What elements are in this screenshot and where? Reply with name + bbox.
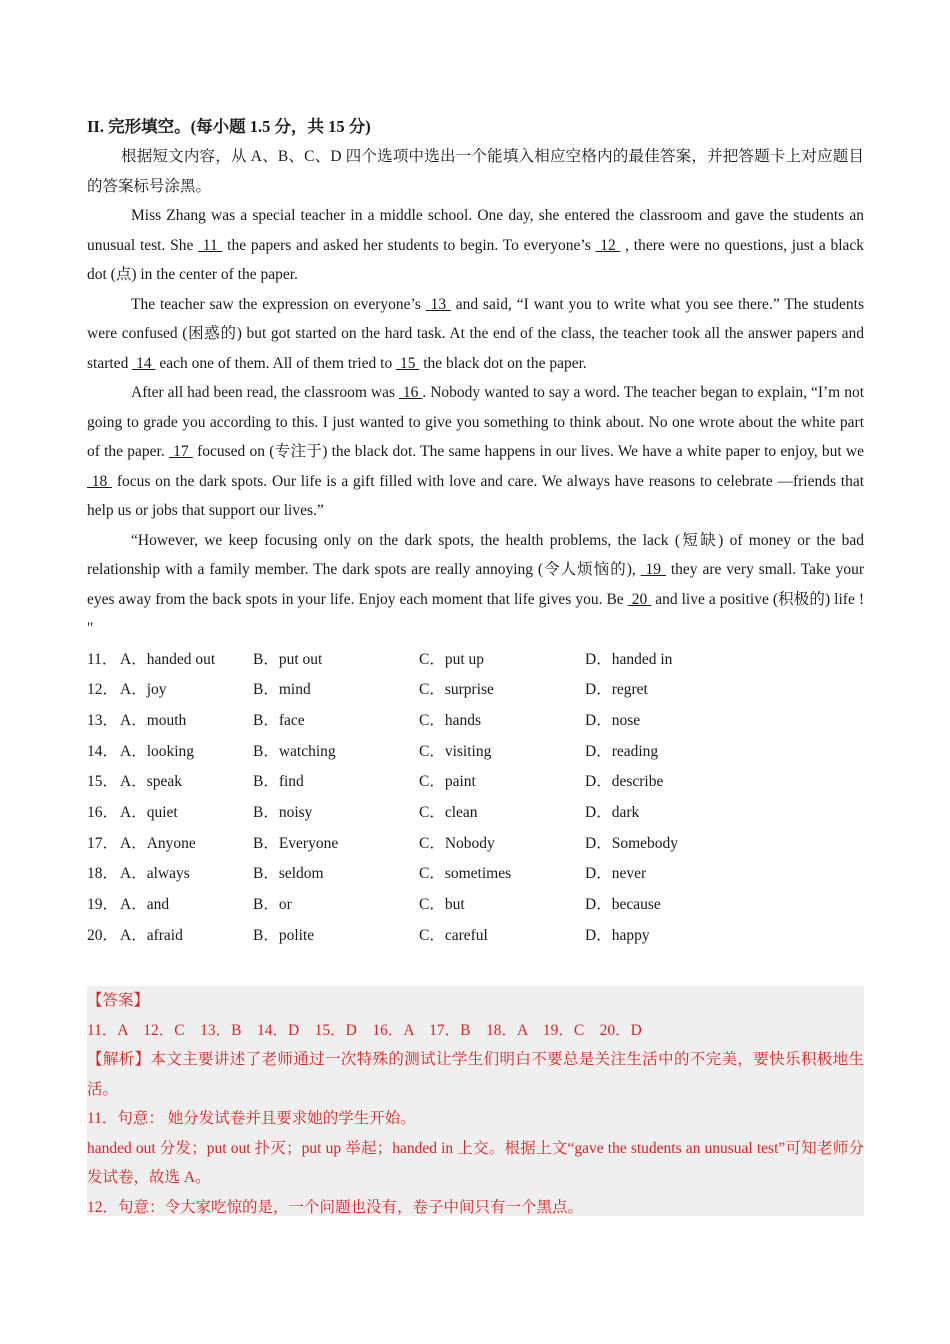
question-number: 19． — [87, 896, 119, 913]
option-a: A．quiet — [120, 803, 178, 821]
blank-17: 17 — [168, 443, 193, 460]
passage-text: they are very small. Take your eyes away from the back spots in your life. Enjoy each moment that life gives you. Be — [87, 561, 865, 608]
answer-keys: 11．A 12．C 13．B 14．D 15．D 16．A 17．B 18．A 19．C 20．D — [87, 1021, 642, 1039]
option-c: C．but — [419, 896, 465, 913]
passage-paragraph-2 — [87, 290, 864, 379]
question-row — [87, 737, 864, 768]
option-a: A．Anyone — [120, 834, 196, 852]
option-d: D．happy — [585, 926, 650, 944]
option-b: B．noisy — [253, 803, 313, 821]
option-b: B．put out — [253, 650, 323, 668]
blank-19: 19 — [640, 561, 666, 578]
question-row — [87, 859, 864, 890]
option-b: B．watching — [253, 742, 336, 760]
question-row — [87, 767, 864, 798]
question-row — [87, 798, 864, 829]
option-c: C．surprise — [419, 681, 494, 699]
blank-13: 13 — [425, 295, 451, 313]
option-b: B．seldom — [253, 865, 324, 883]
answer-heading: 【答案】 — [87, 992, 150, 1009]
option-c: C．Nobody — [419, 834, 495, 852]
passage-text: each one of them. All of them tried to — [155, 354, 397, 372]
option-c: C．clean — [419, 803, 478, 821]
option-d: D．describe — [585, 773, 664, 791]
passage-text: , there were no questions, just a black dot (点) in the center of the paper. — [87, 236, 865, 283]
question-row — [87, 890, 864, 921]
option-a: A．mouth — [120, 711, 187, 729]
option-d: D．regret — [585, 681, 648, 699]
option-c: C．visiting — [419, 742, 492, 760]
option-a: A．looking — [120, 742, 195, 760]
passage-text: . Nobody wanted to say a word. The teacher began to explain, “I’m not going to grade you according to this. I just wanted to give you something to think about. No one wrote about the white part of the paper. — [87, 384, 865, 460]
question-number: 12． — [87, 681, 119, 699]
q11-meaning: 11．句意： 她分发试卷并且要求她的学生开始。 — [87, 1110, 416, 1127]
option-b: B．find — [253, 773, 304, 791]
question-number: 11． — [87, 650, 118, 668]
option-c: C．put up — [419, 650, 485, 668]
option-d: D．handed in — [585, 650, 673, 668]
passage-text: and live a positive (积极的) life ! " — [87, 590, 864, 637]
passage-paragraph-4 — [87, 526, 864, 644]
option-b: B．polite — [253, 926, 315, 944]
option-c: C．sometimes — [419, 865, 512, 883]
option-d: D．Somebody — [585, 834, 679, 852]
blank-12: 12 — [595, 236, 621, 254]
option-b: B．Everyone — [253, 834, 339, 852]
q11-explanation: handed out 分发；put out 扑灭；put up 举起；handed in 上交。根据上文“gave the students an unusual test”可知老师分发试卷，故选 A。 — [87, 1139, 864, 1186]
option-b: B．mind — [253, 681, 311, 699]
option-b: B．or — [253, 896, 292, 913]
exam-page — [87, 112, 864, 951]
q12-meaning: 12．句意：令大家吃惊的是，一个问题也没有，卷子中间只有一个黑点。 — [87, 1198, 584, 1216]
passage-text: the papers and asked her students to begin. To everyone’s — [222, 236, 596, 254]
option-c: C．careful — [419, 926, 488, 944]
option-a: A．afraid — [120, 926, 183, 944]
option-a: A．always — [120, 865, 190, 883]
question-number: 14． — [87, 742, 119, 760]
passage-text: The teacher saw the expression on everyone’s — [131, 295, 426, 313]
section-title: II. 完形填空。(每小题 1.5 分，共 15 分) — [87, 117, 371, 136]
passage-text: and said, “I want you to write what you see there.” The students were confused (困惑的) but got started on the hard task. At the end of the class, the teacher took all the answer papers and started — [87, 295, 865, 372]
passage-text: the black dot on the paper. — [419, 354, 587, 372]
option-c: C．hands — [419, 711, 482, 729]
passage-text: “However, we keep focusing only on the dark spots, the health problems, the lack (短缺) of money or the bad relationship with a family member. The dark spots are really annoying (令人烦恼的), — [87, 531, 864, 578]
passage-paragraph-3 — [87, 378, 864, 526]
passage-text: Miss Zhang was a special teacher in a middle school. One day, she entered the classroom and gave the students an unusual test. She — [87, 207, 864, 254]
option-d: D．never — [585, 865, 647, 883]
blank-20: 20 — [627, 590, 652, 608]
question-number: 16． — [87, 803, 119, 821]
blank-14: 14 — [132, 354, 156, 372]
option-d: D．dark — [585, 803, 640, 821]
option-d: D．nose — [585, 711, 641, 729]
blank-11: 11 — [198, 236, 223, 254]
passage-text: After all had been read, the classroom was — [131, 384, 399, 401]
option-a: A．speak — [120, 773, 182, 791]
question-row — [87, 706, 864, 737]
question-number: 15． — [87, 773, 119, 791]
question-row — [87, 829, 864, 860]
blank-15: 15 — [396, 354, 420, 372]
question-number: 17． — [87, 834, 119, 852]
passage-text: focus on the dark spots. Our life is a gift filled with love and care. We always have reasons to celebrate —friends that help us or jobs that support our lives.” — [87, 472, 865, 519]
options-list — [87, 645, 864, 952]
option-d: D．reading — [585, 742, 659, 760]
question-number: 18． — [87, 865, 119, 883]
option-c: C．paint — [419, 773, 476, 791]
answer-section — [87, 986, 864, 1216]
question-number: 13． — [87, 711, 119, 729]
analysis-text: 【解析】本文主要讲述了老师通过一次特殊的测试让学生们明白不要总是关注生活中的不完美，要快乐积极地生活。 — [87, 1051, 864, 1098]
blank-18: 18 — [87, 472, 113, 490]
blank-16: 16 — [398, 384, 423, 401]
option-a: A．joy — [120, 681, 167, 699]
option-a: A．handed out — [120, 650, 216, 668]
option-a: A．and — [120, 896, 170, 913]
option-b: B．face — [253, 711, 305, 729]
option-d: D．because — [585, 896, 661, 913]
question-row — [87, 675, 864, 706]
question-row — [87, 645, 864, 676]
passage-paragraph-1 — [87, 201, 864, 290]
instruction-text: 根据短文内容，从 A、B、C、D 四个选项中选出一个能填入相应空格内的最佳答案，并把答题卡上对应题目的答案标号涂黑。 — [87, 148, 864, 195]
question-number: 20． — [87, 926, 119, 944]
question-row — [87, 921, 864, 952]
passage-text: focused on (专注于) the black dot. The same happens in our lives. We have a white paper to enjoy, but we — [192, 443, 864, 460]
